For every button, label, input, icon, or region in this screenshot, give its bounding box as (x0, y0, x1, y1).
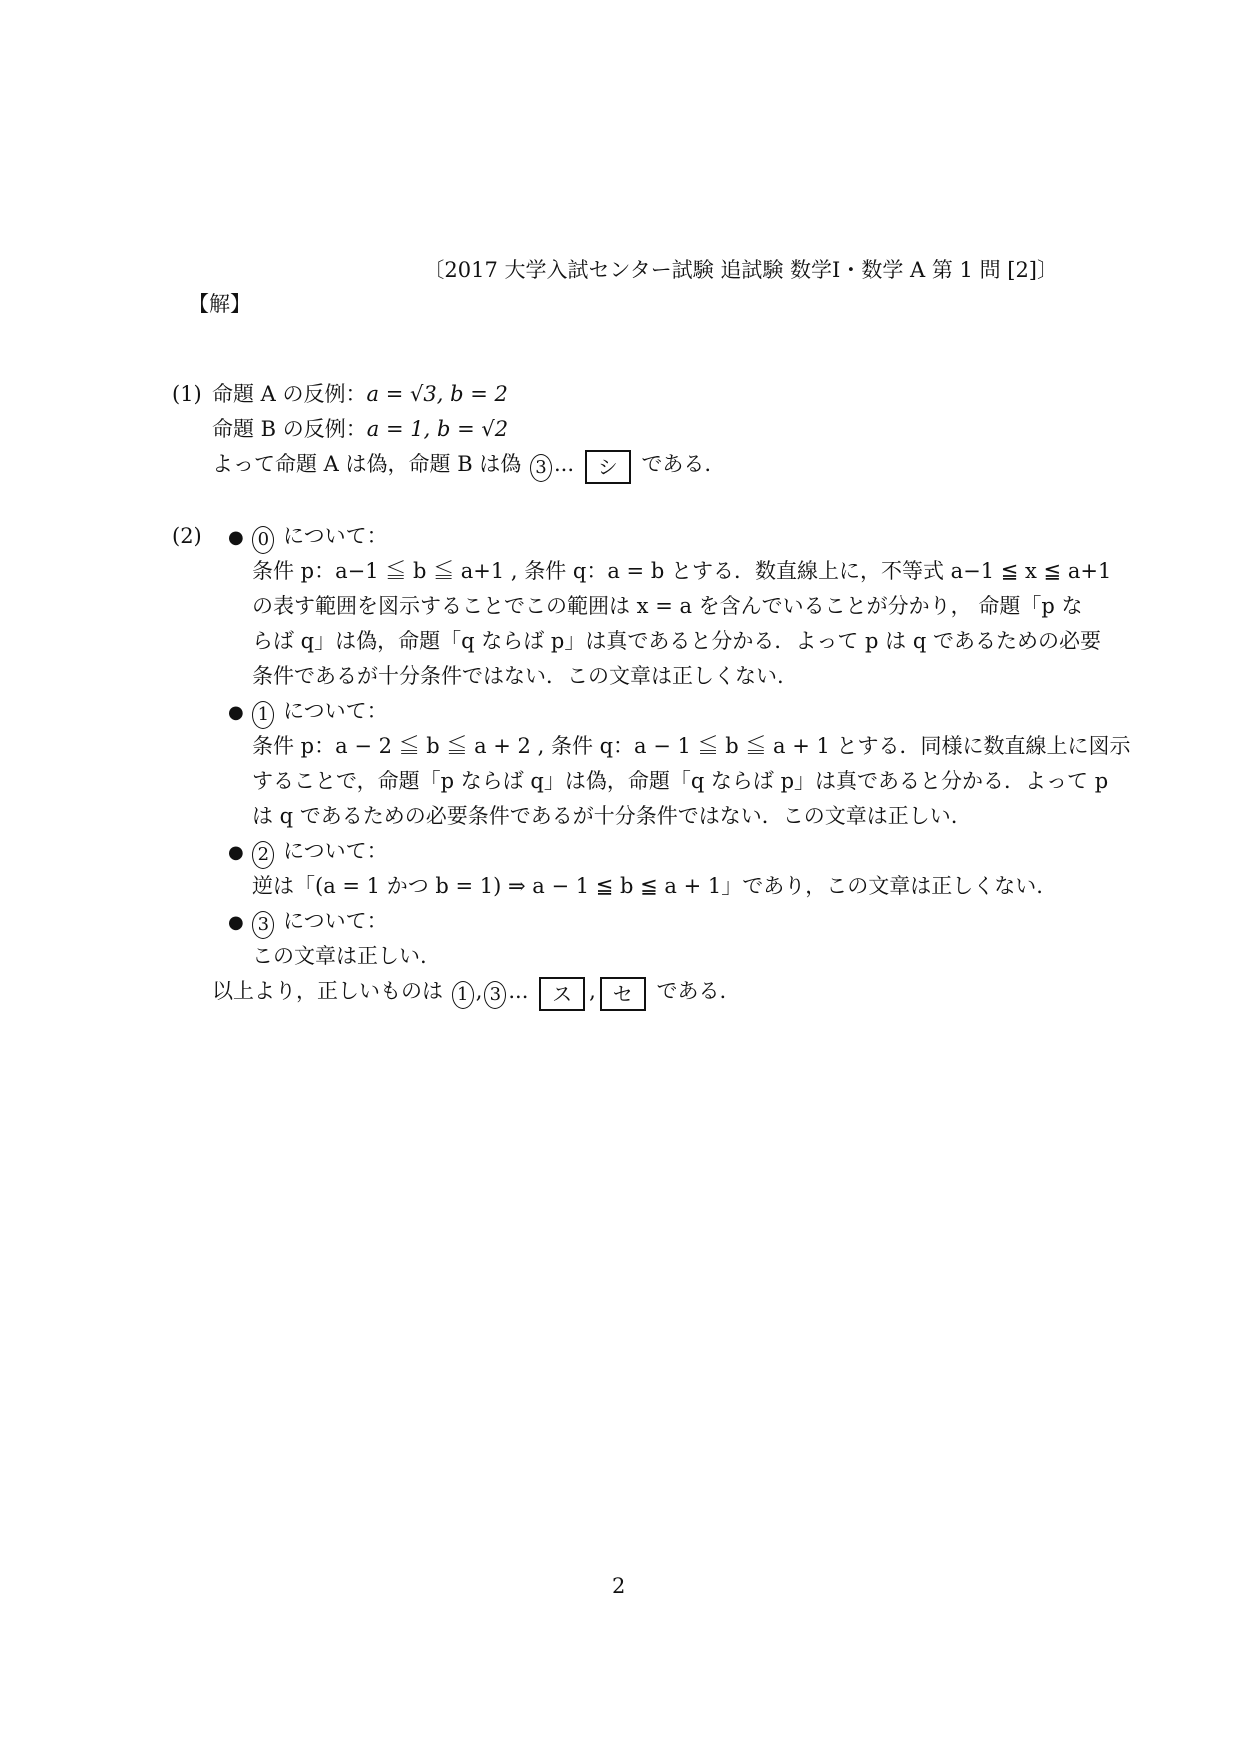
source-header: 〔2017 大学入試センター試験 追試験 数学Ⅰ・数学 A 第 1 問 [2]〕 (423, 258, 1058, 282)
choice-0-circle: 0 (252, 526, 274, 554)
part2-number: (2) (172, 524, 202, 548)
dots: ... (508, 979, 529, 1003)
part1-line1-math: a = √3, b = 2 (366, 382, 508, 406)
choice-1-circle: 1 (452, 981, 474, 1009)
item1-line3: は q であるための必要条件であるが十分条件ではない．この文章は正しい. (252, 804, 958, 828)
item1-heading: について： (283, 699, 388, 723)
answer-box-se: セ (600, 977, 646, 1011)
item3-line1: この文章は正しい. (252, 944, 427, 968)
part1-line1 (212, 376, 508, 412)
answer-separator: , (589, 979, 596, 1003)
part1-line2-math: a = 1, b = √2 (366, 417, 509, 441)
conclusion-comma: , (475, 979, 483, 1003)
item2-heading-row (228, 833, 388, 871)
item0-line2: の表す範囲を図示することでこの範囲は x = a を含んでいることが分かり， 命題「p な (252, 594, 1083, 618)
item0-line1: 条件 p：a−1 ≦ b ≦ a+1 , 条件 q：a = b とする．数直線上に，不等式 a−1 ≦ x ≦ a+1 (252, 559, 1112, 583)
item3-heading: について： (283, 909, 388, 933)
bullet-icon: ● (228, 702, 244, 723)
bullet-icon: ● (228, 527, 244, 548)
item3-heading-row (228, 903, 388, 941)
part1-line3-text: よって命題 A は偽，命題 B は偽 (212, 452, 522, 476)
answer-box-shi: シ (585, 450, 631, 484)
part1-number: (1) (172, 382, 202, 406)
page-number: 2 (612, 1574, 626, 1598)
part1-line1-prefix: 命題 A の反例： (212, 382, 367, 406)
conclusion-line (212, 973, 726, 1011)
part1-line3 (212, 446, 711, 484)
item0-heading-row (228, 518, 388, 556)
bullet-icon: ● (228, 842, 244, 863)
answer-box-su: ス (539, 977, 585, 1011)
item2-heading: について： (283, 839, 388, 863)
item0-line3: らば q」は偽，命題「q ならば p」は真であると分かる．よって p は q であるための必要 (252, 629, 1101, 653)
dots: ... (554, 452, 575, 476)
item1-line1: 条件 p：a − 2 ≦ b ≦ a + 2 , 条件 q：a − 1 ≦ b ≦ a + 1 とする．同様に数直線上に図示 (252, 734, 1131, 758)
item1-line2: することで，命題「p ならば q」は偽，命題「q ならば p」は真であると分かる．よって p (252, 769, 1109, 793)
item0-heading: について： (283, 524, 388, 548)
choice-3-circle: 3 (484, 981, 506, 1009)
part1-line2 (212, 411, 508, 447)
item2-line1: 逆は「(a = 1 かつ b = 1) ⇒ a − 1 ≦ b ≦ a + 1」であり，この文章は正しくない. (252, 874, 1043, 898)
part1-line3-end: である. (641, 452, 712, 476)
bullet-icon: ● (228, 912, 244, 933)
conclusion-text: 以上より，正しいものは (212, 979, 443, 1003)
item0-line4: 条件であるが十分条件ではない．この文章は正しくない. (252, 664, 784, 688)
choice-2-circle: 2 (252, 841, 274, 869)
choice-3-circle: 3 (530, 454, 552, 482)
choice-1-circle: 1 (252, 701, 274, 729)
solution-label: 【解】 (188, 292, 251, 316)
choice-3-circle: 3 (252, 911, 274, 939)
part1-line2-prefix: 命題 B の反例： (212, 417, 367, 441)
item1-heading-row (228, 693, 388, 731)
conclusion-end: である. (656, 979, 727, 1003)
